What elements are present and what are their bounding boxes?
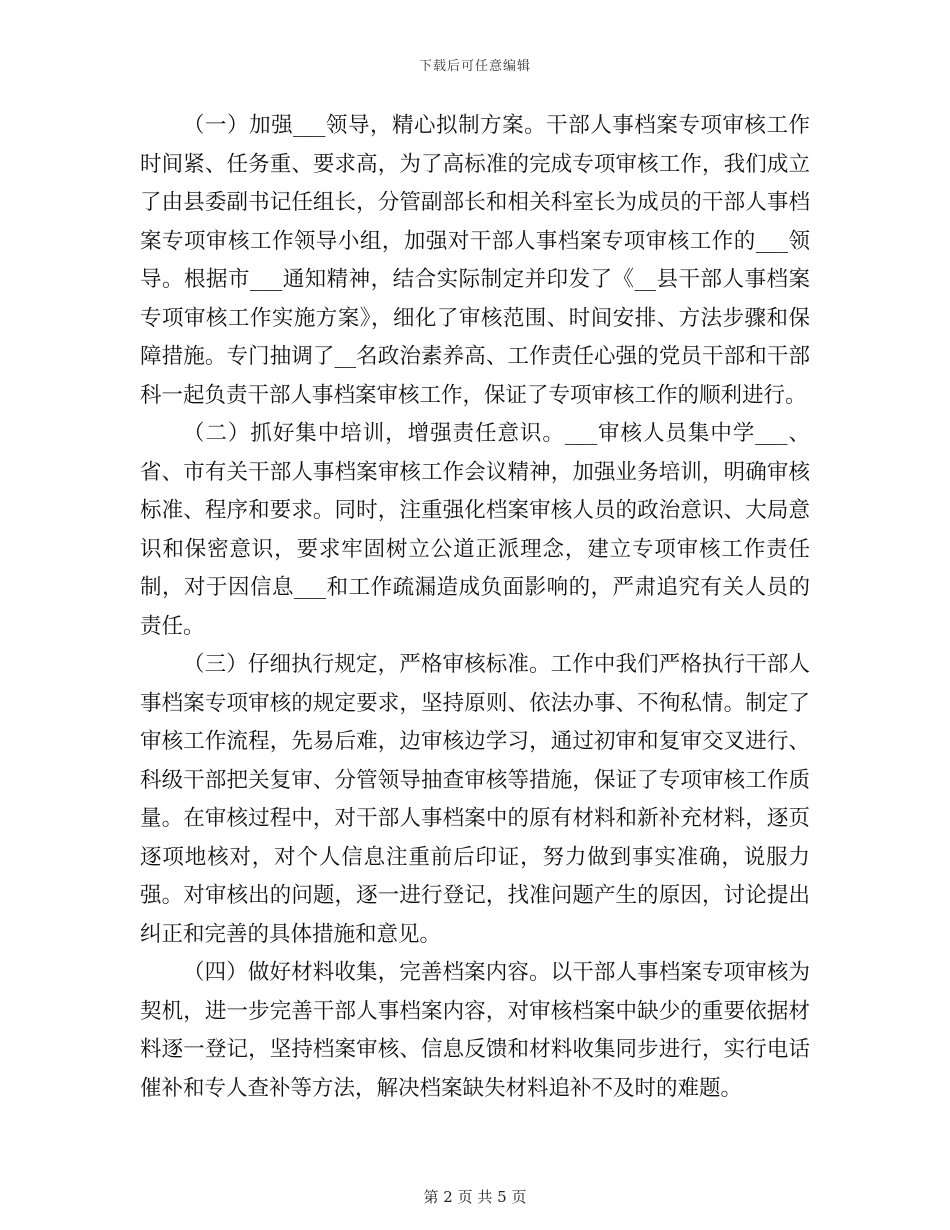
document-body [140,107,810,1108]
paragraph-1: （一）加强___领导，精心拟制方案。干部人事档案专项审核工作时间紧、任务重、要求高，为了高标准的完成专项审核工作，我们成立了由县委副书记任组长，分管副部长和相关科室长为成员的干部人事档案专项审核工作领导小组，加强对干部人事档案专项审核工作的___领导。根据市___通知精神，结合实际制定并印发了《__县干部人事档案专项审核工作实施方案》，细化了审核范围、时间安排、方法步骤和保障措施。专门抽调了__名政治素养高、工作责任心强的党员干部和干部科一起负责干部人事档案审核工作，保证了专项审核工作的顺利进行。 [140,113,810,408]
page-footer: 第 2 页 共 5 页 [423,1188,527,1206]
paragraph-4: （四）做好材料收集，完善档案内容。以干部人事档案专项审核为契机，进一步完善干部人事档案内容，对审核档案中缺少的重要依据材料逐一登记，坚持档案审核、信息反馈和材料收集同步进行，实行电话催补和专人查补等方法，解决档案缺失材料追补不及时的难题。 [140,960,810,1101]
paragraph-3: （三）仔细执行规定，严格审核标准。工作中我们严格执行干部人事档案专项审核的规定要求，坚持原则、依法办事、不徇私情。制定了审核工作流程，先易后难，边审核边学习，通过初审和复审交叉进行、科级干部把关复审、分管领导抽查审核等措施，保证了专项审核工作质量。在审核过程中，对干部人事档案中的原有材料和新补充材料，逐页逐项地核对，对个人信息注重前后印证，努力做到事实准确，说服力强。对审核出的问题，逐一进行登记，找准问题产生的原因，讨论提出纠正和完善的具体措施和意见。 [140,652,810,947]
page-header: 下载后可任意编辑 [418,59,531,74]
paragraph-2: （二）抓好集中培训，增强责任意识。___审核人员集中学___、省、市有关干部人事档案审核工作会议精神，加强业务培训，明确审核标准、程序和要求。同时，注重强化档案审核人员的政治意识、大局意识和保密意识，要求牢固树立公道正派理念，建立专项审核工作责任制，对于因信息___和工作疏漏造成负面影响的，严肃追究有关人员的责任。 [140,421,810,639]
